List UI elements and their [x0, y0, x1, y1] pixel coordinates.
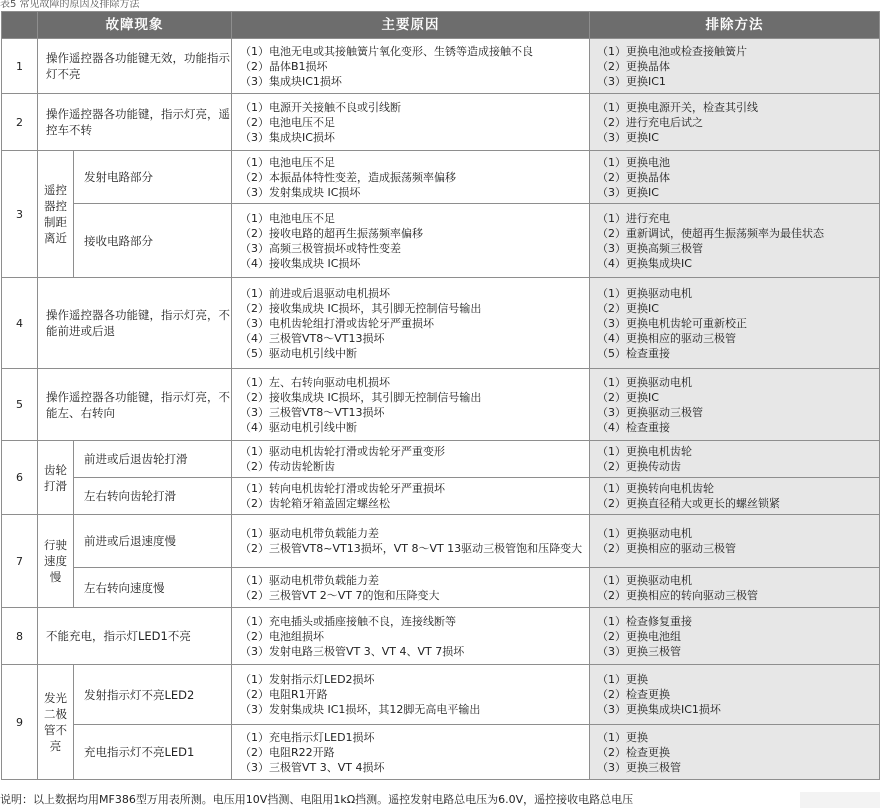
- fix-item: （2）进行充电后试之: [597, 115, 703, 129]
- fault-symptom: 不能充电，指示灯LED1不亮: [38, 608, 232, 665]
- cause-cell: [232, 278, 590, 369]
- cause-item: （2）电池组损坏: [240, 629, 324, 643]
- fault-symptom: 操作遥控器各功能键，指示灯亮，遥控车不转: [38, 94, 232, 151]
- cause-item: （2）电阻R1开路: [240, 688, 328, 701]
- fix-item: （1）更换驱动电机: [597, 375, 692, 389]
- cause-item: （1）充电插头或插座接触不良，连接线断等: [240, 614, 456, 628]
- header-cause: 主要原因: [232, 12, 590, 39]
- cause-item: （1）电池电压不足: [240, 211, 335, 225]
- table-row: [2, 94, 880, 151]
- fix-item: （1）更换: [597, 673, 648, 686]
- header-fix: 排除方法: [590, 12, 880, 39]
- row-number: 4: [2, 278, 38, 369]
- cause-item: （4）三极管VT8～VT13损坏: [240, 331, 385, 345]
- cause-item: （3）三极管VT8～VT13损坏: [240, 405, 385, 419]
- table-row: [2, 568, 880, 608]
- fix-cell: [590, 204, 880, 278]
- fix-cell: [590, 369, 880, 441]
- cause-cell: [232, 515, 590, 568]
- fault-symptom: 操作遥控器各功能键，指示灯亮，不能前进或后退: [38, 278, 232, 369]
- fix-item: （2）检查更换: [597, 688, 670, 701]
- watermark-overlay: [800, 792, 880, 808]
- fix-item: （3）更换高频三极管: [597, 241, 703, 255]
- row-number: 7: [2, 515, 38, 608]
- cause-cell: [232, 665, 590, 725]
- fault-subcategory: 前进或后退速度慢: [74, 515, 232, 568]
- table-row: [2, 725, 880, 780]
- fix-item: （3）更换集成块IC1损坏: [597, 703, 721, 716]
- fix-item: （3）更换三极管: [597, 644, 681, 658]
- fix-item: （2）重新调试，使超再生振荡频率为最佳状态: [597, 226, 824, 240]
- table-row: [2, 204, 880, 278]
- cause-item: （3）电机齿轮组打滑或齿轮牙严重损坏: [240, 316, 434, 330]
- fix-cell: [590, 608, 880, 665]
- cause-item: （3）发射集成块 IC损坏: [240, 185, 361, 199]
- fix-item: （2）更换直径稍大或更长的螺丝锁紧: [597, 497, 780, 510]
- cause-item: （2）三极管VT 2～VT 7的饱和压降变大: [240, 588, 440, 602]
- fix-cell: [590, 478, 880, 515]
- table-row: [2, 515, 880, 568]
- fault-symptom: 行驶速度慢: [38, 515, 74, 608]
- fix-item: （2）更换电池组: [597, 629, 681, 643]
- fix-cell: [590, 278, 880, 369]
- header-symptom: 故障现象: [38, 12, 232, 39]
- fault-subcategory: 充电指示灯不亮LED1: [74, 725, 232, 780]
- fix-item: （3）更换电机齿轮可重新校正: [597, 316, 747, 330]
- cause-cell: [232, 151, 590, 204]
- fix-item: （3）更换驱动三极管: [597, 405, 703, 419]
- fault-table: [1, 11, 880, 780]
- fix-item: （2）更换IC: [597, 390, 659, 404]
- fix-item: （1）更换: [597, 730, 648, 744]
- cause-cell: [232, 725, 590, 780]
- cause-cell: [232, 204, 590, 278]
- fix-item: （4）更换相应的驱动三极管: [597, 331, 736, 345]
- cause-cell: [232, 369, 590, 441]
- fix-item: （2）更换晶体: [597, 170, 670, 184]
- cause-item: （3）集成块IC1损坏: [240, 74, 342, 88]
- fix-cell: [590, 441, 880, 478]
- fix-cell: [590, 515, 880, 568]
- fix-cell: [590, 725, 880, 780]
- cause-item: （2）电池电压不足: [240, 115, 335, 129]
- fault-subcategory: 发射电路部分: [74, 151, 232, 204]
- fault-symptom: 遥控器控制距离近: [38, 151, 74, 278]
- fault-symptom: 齿轮打滑: [38, 441, 74, 515]
- fix-item: （1）检查修复重接: [597, 614, 692, 628]
- fix-item: （4）更换集成块IC: [597, 256, 692, 270]
- table-row: [2, 478, 880, 515]
- fix-item: （1）更换电池: [597, 155, 670, 169]
- table-row: [2, 608, 880, 665]
- cause-item: （2）晶体B1损坏: [240, 59, 328, 73]
- table-header-row: [2, 12, 880, 39]
- cause-item: （4）驱动电机引线中断: [240, 420, 357, 434]
- cause-item: （1）转向电机齿轮打滑或齿轮牙严重损坏: [240, 482, 445, 495]
- cause-cell: [232, 608, 590, 665]
- fault-subcategory: 前进或后退齿轮打滑: [74, 441, 232, 478]
- row-number: 3: [2, 151, 38, 278]
- cause-item: （2）接收集成块 IC损坏，其引脚无控制信号输出: [240, 301, 482, 315]
- fix-item: （1）进行充电: [597, 211, 670, 225]
- table-row: [2, 278, 880, 369]
- cause-item: （2）接收电路的超再生振荡频率偏移: [240, 226, 423, 240]
- fault-subcategory: 左右转向速度慢: [74, 568, 232, 608]
- row-number: 8: [2, 608, 38, 665]
- table-row: [2, 39, 880, 94]
- fix-item: （2）检查更换: [597, 745, 670, 759]
- row-number: 1: [2, 39, 38, 94]
- fix-item: （3）更换IC: [597, 130, 659, 144]
- cause-item: （4）接收集成块 IC损坏: [240, 256, 361, 270]
- cause-item: （2）齿轮箱牙箱盖固定螺丝松: [240, 497, 390, 510]
- fix-item: （2）更换晶体: [597, 59, 670, 73]
- table-row: [2, 665, 880, 725]
- row-number: 9: [2, 665, 38, 780]
- fix-item: （2）更换IC: [597, 301, 659, 315]
- fix-item: （1）更换驱动电机: [597, 286, 692, 300]
- fix-cell: [590, 94, 880, 151]
- cause-cell: [232, 94, 590, 151]
- fix-item: （2）更换相应的驱动三极管: [597, 542, 736, 555]
- cause-item: （2）接收集成块 IC损坏，其引脚无控制信号输出: [240, 390, 482, 404]
- fix-cell: [590, 151, 880, 204]
- fix-item: （2）更换相应的转向驱动三极管: [597, 588, 758, 602]
- cause-item: （3）高频三极管损坏或特性变差: [240, 241, 401, 255]
- fault-symptom: 操作遥控器各功能键无效，功能指示灯不亮: [38, 39, 232, 94]
- cause-cell: [232, 478, 590, 515]
- fix-item: （3）更换IC: [597, 185, 659, 199]
- cause-item: （1）电源开关接触不良或引线断: [240, 100, 401, 114]
- cause-item: （3）发射电路三极管VT 3、VT 4、VT 7损坏: [240, 644, 465, 658]
- fault-symptom: 操作遥控器各功能键，指示灯亮，不能左、右转向: [38, 369, 232, 441]
- cause-item: （3）集成块IC损坏: [240, 130, 335, 144]
- fix-item: （1）更换电池或检查接触簧片: [597, 44, 747, 58]
- table-row: [2, 441, 880, 478]
- fix-item: （5）检查重接: [597, 346, 670, 360]
- cause-item: （1）充电指示灯LED1损坏: [240, 730, 375, 744]
- fix-cell: [590, 568, 880, 608]
- cause-item: （2）本振晶体特性变差，造成振荡频率偏移: [240, 170, 456, 184]
- fault-subcategory: 发射指示灯不亮LED2: [74, 665, 232, 725]
- table-footnote: 说明：以上数据均用MF386型万用表所测。电压用10V挡测、电阻用1kΩ挡测。遥控发射电路总电压为6.0V，遥控接收电路总电压: [0, 793, 634, 806]
- table-row: [2, 151, 880, 204]
- fix-item: （2）更换传动齿: [597, 460, 681, 473]
- fix-item: （1）更换转向电机齿轮: [597, 482, 714, 495]
- cause-item: （2）电阻R22开路: [240, 745, 335, 759]
- fix-cell: [590, 665, 880, 725]
- row-number: 5: [2, 369, 38, 441]
- cause-item: （1）电池电压不足: [240, 155, 335, 169]
- row-number: 2: [2, 94, 38, 151]
- cause-item: （2）三极管VT8~VT13损坏，VT 8～VT 13驱动三极管饱和压降变大: [240, 542, 583, 555]
- cause-item: （1）驱动电机齿轮打滑或齿轮牙严重变形: [240, 445, 445, 458]
- cause-item: （5）驱动电机引线中断: [240, 346, 357, 360]
- cause-cell: [232, 568, 590, 608]
- cause-item: （1）发射指示灯LED2损坏: [240, 673, 375, 686]
- cause-item: （1）驱动电机带负载能力差: [240, 573, 379, 587]
- table-row: [2, 369, 880, 441]
- fault-subcategory: 接收电路部分: [74, 204, 232, 278]
- cause-item: （3）发射集成块 IC1损坏，其12脚无高电平输出: [240, 703, 481, 716]
- cause-item: （1）电池无电或其接触簧片氧化变形、生锈等造成接触不良: [240, 44, 533, 58]
- fix-cell: [590, 39, 880, 94]
- fix-item: （1）更换电源开关，检查其引线: [597, 100, 758, 114]
- fix-item: （3）更换三极管: [597, 760, 681, 774]
- fix-item: （3）更换IC1: [597, 74, 666, 88]
- fault-symptom: 发光二极管不亮: [38, 665, 74, 780]
- cause-cell: [232, 441, 590, 478]
- fault-subcategory: 左右转向齿轮打滑: [74, 478, 232, 515]
- fix-item: （1）更换电机齿轮: [597, 445, 692, 458]
- cause-item: （1）前进或后退驱动电机损坏: [240, 286, 390, 300]
- fix-item: （4）检查重接: [597, 420, 670, 434]
- row-number: 6: [2, 441, 38, 515]
- cause-item: （3）三极管VT 3、VT 4损坏: [240, 760, 385, 774]
- fix-item: （1）更换驱动电机: [597, 527, 692, 540]
- fix-item: （1）更换驱动电机: [597, 573, 692, 587]
- cause-item: （1）驱动电机带负载能力差: [240, 527, 379, 540]
- cause-item: （1）左、右转向驱动电机损坏: [240, 375, 390, 389]
- cause-cell: [232, 39, 590, 94]
- table-caption: 表5 常见故障的原因及排除方法: [0, 0, 140, 10]
- cause-item: （2）传动齿轮断齿: [240, 460, 335, 473]
